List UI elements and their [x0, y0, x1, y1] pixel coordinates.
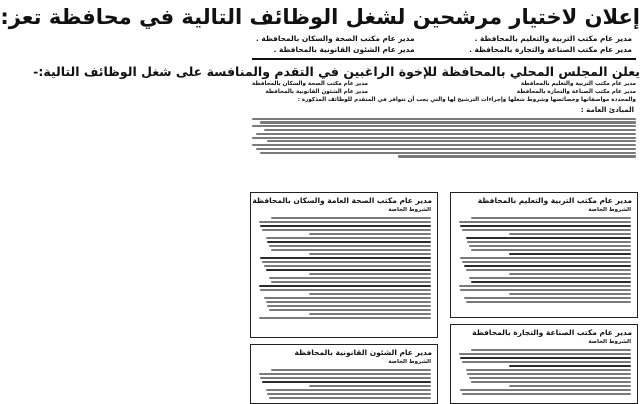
text-line [464, 297, 631, 299]
text-line [267, 305, 431, 307]
job-box [250, 192, 438, 338]
text-line [459, 353, 631, 355]
text-line [260, 289, 431, 291]
job-box-text [251, 366, 437, 399]
text-line [271, 217, 431, 219]
text-line [260, 257, 431, 259]
job-box-subheading: الشروط الخاصة [388, 207, 431, 213]
text-line [252, 144, 636, 146]
text-line [466, 301, 631, 303]
text-line [266, 269, 431, 271]
text-line [269, 309, 431, 311]
job-box [250, 344, 438, 404]
text-line [462, 393, 631, 395]
top-jobs-list [248, 32, 640, 54]
text-line [462, 361, 631, 363]
job-box-text [251, 214, 437, 319]
text-line [459, 285, 631, 287]
mid-job-item: مدير عام الشئون القانونية بالمحافظة [265, 89, 368, 95]
top-jobs-left [256, 34, 415, 54]
text-line [460, 389, 631, 391]
text-line [467, 241, 631, 243]
text-line [266, 237, 431, 239]
text-line [262, 381, 431, 383]
text-line [469, 277, 631, 279]
text-line [471, 217, 631, 219]
text-line [309, 313, 431, 315]
announcement-page [0, 2, 640, 398]
text-line [266, 301, 431, 303]
announcement-subtitle: يعلن المجلس المحلي بالمحافظة للإخوة الراغبين في التقدم والمنافسة على شغل الوظائف التالية:- [33, 64, 640, 79]
text-line [467, 373, 631, 375]
job-box-subheading: الشروط الخاصة [388, 359, 431, 365]
text-line [509, 233, 631, 235]
text-line [259, 317, 431, 319]
text-line [460, 257, 631, 259]
top-job-item: مدير عام الشئون القانونية بالمحافظة . [273, 45, 415, 54]
text-line [260, 225, 431, 227]
mid-jobs-row [517, 81, 636, 96]
text-line [262, 229, 431, 231]
text-line [459, 221, 631, 223]
mid-job-item: مدير عام مكتب التربية والتعليم بالمحافظة [520, 81, 636, 87]
mid-jobs-list [248, 80, 640, 96]
text-line [252, 118, 636, 120]
text-line [464, 265, 631, 267]
job-box-text [451, 346, 637, 395]
text-line [460, 289, 631, 291]
text-line [309, 253, 431, 255]
text-line [460, 225, 631, 227]
text-line [462, 261, 631, 263]
text-line [264, 297, 431, 299]
text-line [267, 140, 636, 142]
top-job-item: مدير عام مكتب التربية والتعليم بالمحافظة . [474, 34, 632, 43]
text-line [462, 229, 631, 231]
text-line [309, 233, 431, 235]
text-line [466, 237, 631, 239]
text-line [469, 245, 631, 247]
mid-job-item: مدير عام مكتب الصحة والسكان بالمحافظة [252, 81, 368, 87]
intro-text: والمحددة مواصفاتها وخصائصها وشروط شغلها وإجراءات الترشيح لها والتي يجب أن تتوافر في المتقدم للوظائف المذكورة : [297, 97, 636, 103]
text-line [309, 293, 431, 295]
text-line [471, 281, 631, 283]
announcement-title: إعلان لاختيار مرشحين لشغل الوظائف التالية في محافظة تعز: [0, 5, 640, 29]
text-line [509, 253, 631, 255]
top-jobs-right [469, 34, 632, 54]
text-line [271, 281, 431, 283]
text-line [264, 129, 636, 131]
text-line [471, 249, 631, 251]
text-line [469, 377, 631, 379]
text-line [309, 273, 431, 275]
mid-job-item: مدير عام مكتب الصناعة والتجارة بالمحافظة [516, 89, 636, 95]
text-line [260, 377, 431, 379]
text-line [259, 373, 431, 375]
divider [252, 58, 636, 60]
text-line [260, 152, 636, 154]
text-line [256, 148, 636, 150]
text-line [256, 133, 636, 135]
job-box-heading: مدير عام مكتب الصناعة والتجارة بالمحافظة [472, 328, 632, 337]
mid-jobs-row [252, 81, 368, 96]
text-line [271, 369, 431, 371]
text-line [471, 349, 631, 351]
text-line [460, 357, 631, 359]
job-box-heading: مدير عام مكتب الصحة العامة والسكان بالمحافظة [252, 196, 432, 205]
text-line [509, 273, 631, 275]
top-job-item: مدير عام مكتب الصحة والسكان بالمحافظة . [256, 34, 415, 43]
text-line [269, 277, 431, 279]
job-box [450, 324, 638, 404]
text-line [266, 389, 431, 391]
top-job-item: مدير عام مكتب الصناعة والتجارة بالمحافظة . [469, 45, 632, 54]
text-line [309, 385, 431, 387]
text-line [252, 137, 636, 139]
text-line [267, 241, 431, 243]
text-line [252, 125, 636, 127]
job-box-subheading: الشروط الخاصة [588, 207, 631, 213]
text-line [264, 265, 431, 267]
text-line [271, 249, 431, 251]
text-line [509, 293, 631, 295]
text-line [260, 121, 636, 123]
text-line [509, 385, 631, 387]
text-line [466, 369, 631, 371]
text-line [466, 269, 631, 271]
job-box-subheading: الشروط الخاصة [588, 339, 631, 345]
text-line [259, 221, 431, 223]
text-line [398, 155, 636, 157]
text-line [269, 245, 431, 247]
job-box-text [451, 214, 637, 303]
job-box-heading: مدير عام مكتب التربية والتعليم بالمحافظة [477, 196, 632, 205]
text-line [509, 365, 631, 367]
text-line [259, 285, 431, 287]
text-line [262, 261, 431, 263]
job-boxes [248, 192, 640, 402]
general-principles-heading: المبادئ العامة : [580, 106, 634, 114]
general-principles-text [248, 115, 640, 158]
job-box-heading: مدير عام الشئون القانونية بالمحافظة [294, 348, 432, 357]
text-line [267, 393, 431, 395]
text-line [471, 381, 631, 383]
job-box [450, 192, 638, 318]
text-line [269, 397, 431, 399]
